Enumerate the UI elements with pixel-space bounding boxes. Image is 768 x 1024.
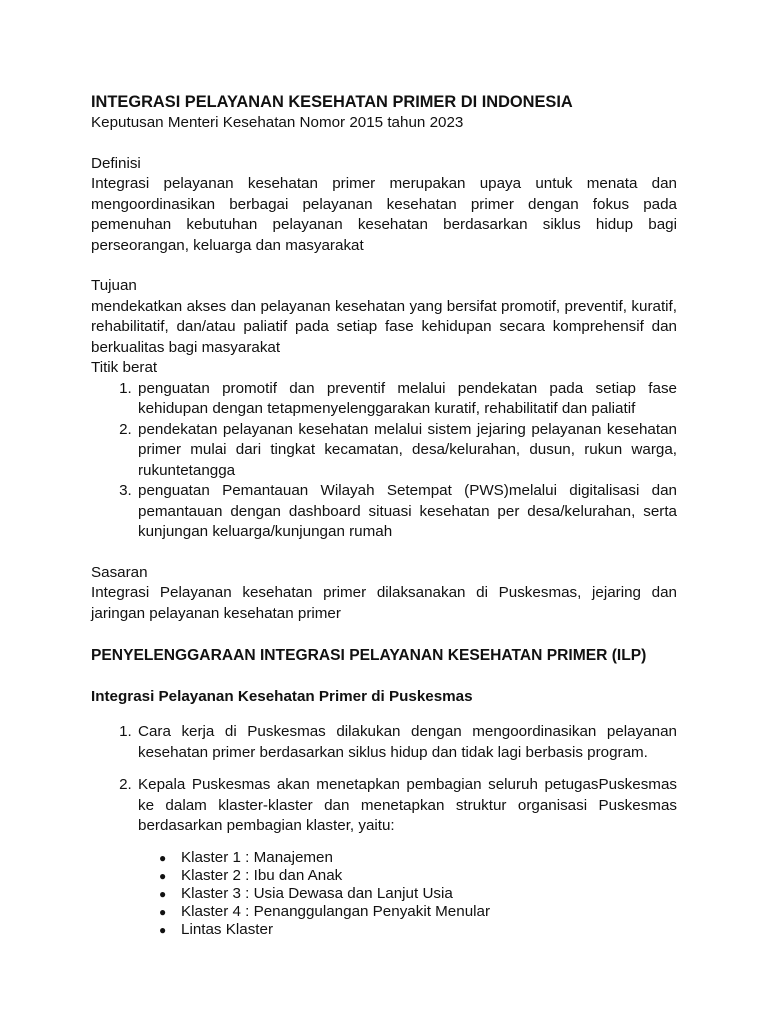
spacer [91, 134, 677, 154]
sasaran-text: Integrasi Pelayanan kesehatan primer dilaksanakan di Puskesmas, jejaring dan jaringan pelayanan kesehatan primer [91, 584, 677, 622]
spacer [91, 543, 677, 563]
spacer [91, 707, 677, 722]
cluster-list [91, 849, 677, 939]
cluster-item [159, 920, 677, 939]
tujuan-text: mendekatkan akses dan pelayanan kesehatan yang bersifat promotif, preventif, kuratif, rehabilitatif, dan/atau paliatif pada setiap fase kehidupan secara komprehensif dan berkualitas bagi masyarakat [91, 297, 677, 356]
cluster-item [159, 884, 677, 903]
cluster-item [159, 848, 677, 867]
document-subtitle: Keputusan Menteri Kesehatan Nomor 2015 tahun 2023 [91, 114, 464, 131]
cluster-label: Klaster 4 : Penanggulangan Penyakit Menular [181, 902, 491, 920]
titik-berat-list [91, 379, 677, 543]
spacer [91, 624, 677, 645]
document-title: INTEGRASI PELAYANAN KESEHATAN PRIMER DI INDONESIA [91, 93, 573, 111]
cluster-item [159, 866, 677, 885]
cluster-item [159, 902, 677, 921]
section-heading: PENYELENGGARAAN INTEGRASI PELAYANAN KESEHATAN PRIMER (ILP) [91, 647, 647, 664]
cluster-label: Lintas Klaster [181, 920, 274, 938]
list-item: 2. Kepala Puskesmas akan menetapkan pembagian seluruh petugasPuskesmas ke dalam klaster-klaster dan menetapkan struktur organisasi Puskesmas berdasarkan pembagian klaster, yaitu: [136, 775, 677, 837]
steps-list [91, 722, 677, 837]
list-item: 1. penguatan promotif dan preventif melalui pendekatan pada setiap fase kehidupan dengan tetapmenyelenggarakan kuratif, rehabilitatif dan paliatif [136, 379, 677, 420]
bullet-icon: ● [159, 904, 167, 919]
list-item: 2. pendekatan pelayanan kesehatan melalui sistem jejaring pelayanan kesehatan primer mulai dari tingkat kecamatan, desa/kelurahan, dusun, rukun warga, rukuntetangga [136, 420, 677, 482]
spacer [91, 256, 677, 276]
bullet-icon: ● [159, 922, 167, 937]
sasaran-label: Sasaran [91, 563, 148, 581]
bullet-icon: ● [159, 868, 167, 883]
list-item: 1. Cara kerja di Puskesmas dilakukan dengan mengoordinasikan pelayanan kesehatan primer berdasarkan siklus hidup dan tidak lagi berbasis program. [136, 722, 677, 763]
section-subheading: Integrasi Pelayanan Kesehatan Primer di Puskesmas [91, 688, 473, 705]
list-item: 3. penguatan Pemantauan Wilayah Setempat (PWS)melalui digitalisasi dan pemantauan dengan dashboard situasi kesehatan per desa/kelurahan, serta kunjungan keluarga/kunjungan rumah [136, 481, 677, 543]
bullet-icon: ● [159, 850, 167, 865]
spacer [91, 666, 677, 686]
definisi-text: Integrasi pelayanan kesehatan primer merupakan upaya untuk menata dan mengoordinasikan berbagai pelayanan kesehatan primer dengan fokus pada pemenuhan kebutuhan pelayanan kesehatan berdasarkan siklus hidup bagi perseorangan, keluarga dan masyarakat [91, 175, 677, 254]
tujuan-label: Tujuan [91, 277, 137, 294]
bullet-icon: ● [159, 886, 167, 901]
cluster-label: Klaster 3 : Usia Dewasa dan Lanjut Usia [181, 884, 453, 902]
cluster-label: Klaster 1 : Manajemen [181, 848, 333, 866]
definisi-label: Definisi [91, 154, 141, 172]
titik-berat-label: Titik berat [91, 359, 158, 376]
cluster-label: Klaster 2 : Ibu dan Anak [181, 866, 343, 884]
document-body [91, 92, 677, 939]
